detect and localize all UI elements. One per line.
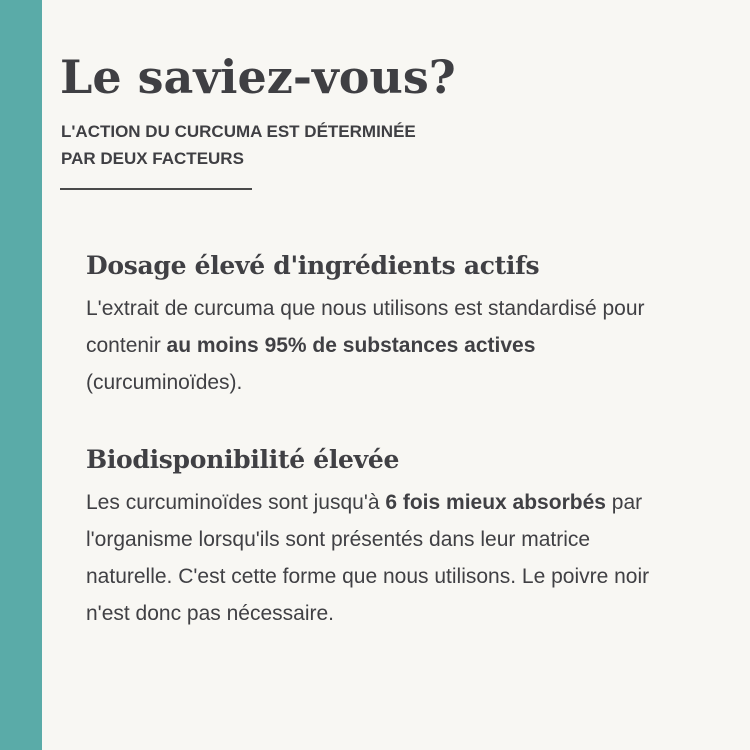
section-body <box>86 484 676 632</box>
section-title: Dosage élevé d'ingrédients actifs <box>86 251 540 280</box>
section-title: Biodisponibilité élevée <box>86 445 400 474</box>
subtitle-line-2: PAR DEUX FACTEURS <box>61 149 244 168</box>
body-emphasis: au moins 95% de substances actives <box>166 334 536 357</box>
page-subtitle <box>61 118 541 172</box>
section-high-dosage <box>86 248 686 401</box>
subtitle-line-1: L'ACTION DU CURCUMA EST DÉTERMINÉE <box>61 122 416 141</box>
body-text: L'extrait de curcuma que nous utilisons est standardisé pour contenir <box>86 297 645 357</box>
accent-side-bar <box>0 0 42 750</box>
body-text: (curcuminoïdes). <box>86 371 243 394</box>
section-body <box>86 290 676 401</box>
page-title: Le saviez-vous? <box>60 50 456 104</box>
body-text: par l'organisme lorsqu'ils sont présentés dans leur matrice naturelle. C'est cette forme que nous utilisons. Le poivre noir n'est donc pas nécessaire. <box>86 491 650 625</box>
section-bioavailability <box>86 442 686 632</box>
body-text: Les curcuminoïdes sont jusqu'à <box>86 491 386 514</box>
body-emphasis: 6 fois mieux absorbés <box>385 491 606 514</box>
header-divider <box>60 188 252 190</box>
